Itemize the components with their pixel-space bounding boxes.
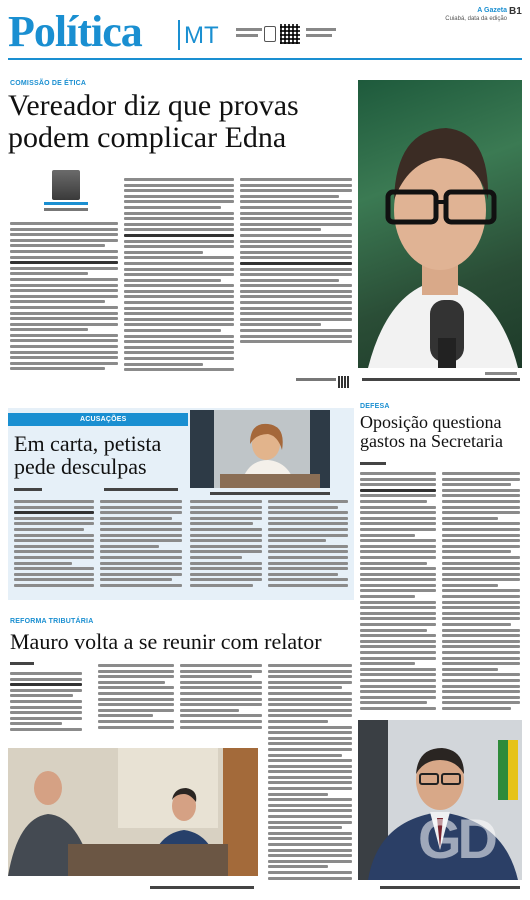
lead-headline-line2: podem complicar Edna <box>8 120 287 154</box>
masthead-edition-info <box>395 6 507 24</box>
cartas-text-column-2 <box>100 500 182 590</box>
photo-credit <box>485 372 517 375</box>
cartas-text-column-3 <box>190 500 262 590</box>
mauro-kicker: REFORMA TRIBUTÁRIA <box>10 618 94 625</box>
lead-footer-note <box>296 378 336 381</box>
masthead-icons <box>236 24 336 48</box>
cartas-text-column-1 <box>14 500 94 590</box>
gastos-headline-line1: Oposição questiona <box>360 412 502 432</box>
mauro-photo-caption <box>150 886 254 889</box>
newspaper-name: A Gazeta <box>477 7 507 14</box>
woman-at-desk-illustration <box>190 410 330 488</box>
author-role <box>44 208 88 211</box>
mauro-text-column-3 <box>180 664 262 731</box>
phone-icon <box>264 26 276 42</box>
cartas-headline-line1: Em carta, petista <box>14 431 162 456</box>
edition-date: Cuiabá, data da edição <box>445 16 507 22</box>
mauro-headline: Mauro volta a se reunir com relator <box>10 629 322 654</box>
gastos-headline <box>360 413 525 451</box>
mauro-text-column-2 <box>98 664 174 731</box>
author-photo <box>52 170 80 200</box>
section-title: Política <box>8 7 142 56</box>
lead-headline <box>8 90 358 153</box>
watermark-logo: GD <box>418 807 494 870</box>
gastos-headline-line2: gastos na Secretaria <box>360 430 503 451</box>
cartas-photo <box>190 410 330 488</box>
gastos-photo-caption <box>380 886 520 889</box>
mauro-text-column-1 <box>10 672 82 734</box>
lead-photo-caption <box>362 378 520 381</box>
cartas-kicker: ACUSAÇÕES <box>80 416 127 423</box>
lead-text-column-2 <box>124 178 234 374</box>
region-label: MT <box>184 22 219 49</box>
masthead-rule <box>8 58 522 60</box>
lead-headline-line1: Vereador diz que provas <box>8 89 299 122</box>
cartas-subhead <box>104 488 178 491</box>
mauro-byline <box>10 662 34 665</box>
lead-photo <box>358 80 522 368</box>
cartas-headline-line2: pede desculpas <box>14 454 147 480</box>
mauro-photo <box>8 748 258 876</box>
lead-kicker: COMISSÃO DE ÉTICA <box>10 80 87 87</box>
cartas-photo-caption <box>210 492 330 495</box>
gastos-text-column-2 <box>442 472 520 713</box>
page-number: B1 <box>509 6 522 17</box>
cartas-byline <box>14 488 42 491</box>
qr-code-icon <box>280 24 300 44</box>
man-portrait-illustration <box>358 80 522 368</box>
lead-text-column-3 <box>240 178 352 346</box>
cartas-text-column-4 <box>268 500 348 590</box>
meeting-illustration <box>8 748 258 876</box>
cartas-headline <box>14 432 194 478</box>
gastos-byline <box>360 462 386 465</box>
gastos-text-column-1 <box>360 472 436 713</box>
lead-text-column-1 <box>10 222 118 373</box>
qr-code-icon <box>338 376 350 388</box>
masthead-divider <box>178 20 180 50</box>
gastos-kicker: DEFESA <box>360 403 390 410</box>
mauro-text-column-4 <box>268 664 352 882</box>
author-name <box>44 202 88 205</box>
